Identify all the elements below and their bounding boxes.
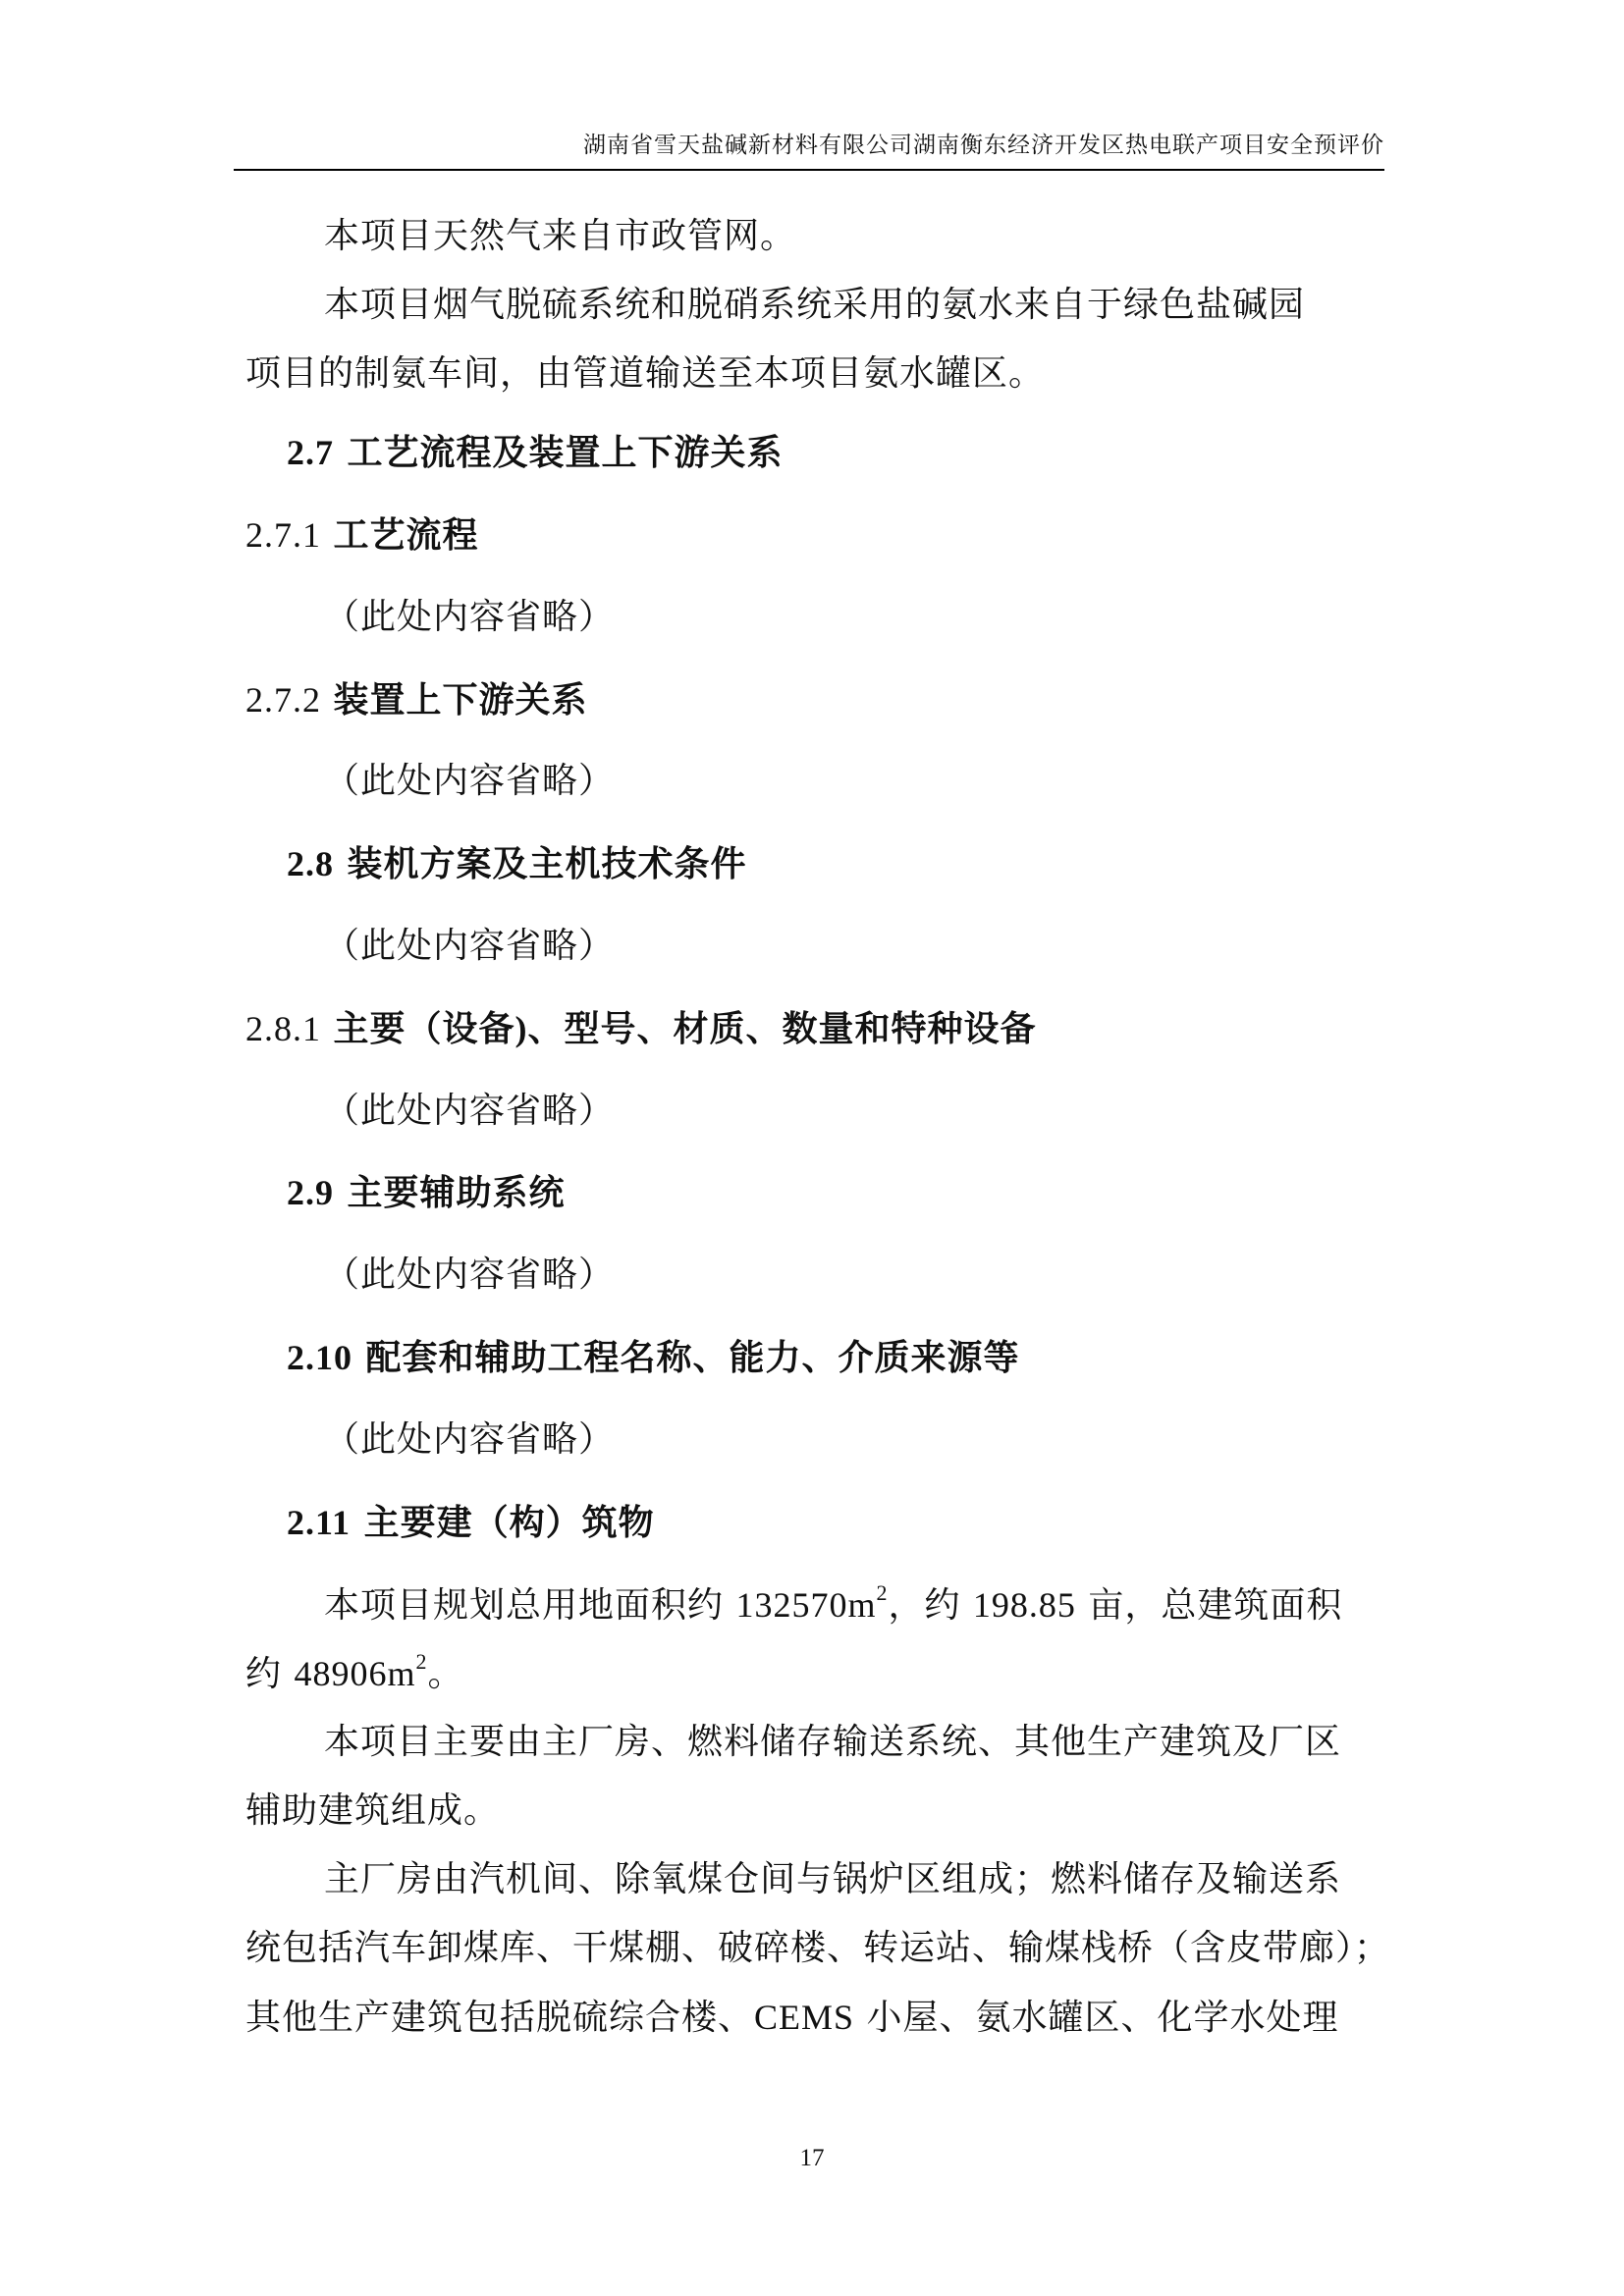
omitted-content-note	[324, 1088, 615, 1135]
paragraph-text: 本项目天然气来自市政管网。	[324, 216, 797, 256]
subsection-title: 装置上下游关系	[333, 679, 588, 721]
superscript: 2	[876, 1580, 889, 1605]
omitted-text: （此处内容省略）	[324, 1091, 616, 1131]
section-title: 主要辅助系统	[347, 1172, 566, 1213]
paragraph-composition-line-2	[245, 1788, 500, 1835]
subsection-heading-2-7-1	[245, 511, 478, 560]
paragraph-natural-gas	[324, 213, 796, 260]
omitted-content-note	[324, 1416, 615, 1464]
cems-label: CEMS	[754, 1998, 855, 2037]
subsection-title: 工艺流程	[333, 514, 479, 556]
section-title: 装机方案及主机技术条件	[347, 843, 747, 884]
paragraph-text: 主厂房由汽机间、除氧煤仓间与锅炉区组成；燃料储存及输送系	[324, 1859, 1342, 1899]
subsection-title-part: )	[514, 1009, 528, 1048]
subsection-heading-2-8-1	[245, 1005, 1036, 1053]
section-title: 主要建（构）筑物	[363, 1502, 655, 1543]
omitted-text: （此处内容省略）	[324, 1419, 616, 1460]
paragraph-land-area-line-2	[245, 1650, 463, 1698]
omitted-text: （此处内容省略）	[324, 1255, 616, 1295]
running-header	[234, 126, 1384, 171]
omitted-content-note	[324, 758, 615, 805]
paragraph-ammonia-line-1	[324, 282, 1305, 329]
section-heading-2-10	[287, 1334, 1020, 1381]
section-number: 2.7	[287, 433, 334, 472]
subsection-number: 2.7.1	[245, 515, 321, 555]
paragraph-text: 约	[245, 1654, 295, 1694]
section-number: 2.8	[287, 844, 334, 883]
section-title: 工艺流程及装置上下游关系	[347, 432, 784, 473]
paragraph-text: 辅助建筑组成。	[245, 1790, 501, 1831]
paragraph-ammonia-line-2	[245, 350, 1045, 398]
paragraph-text: 本项目规划总用地面积约	[324, 1585, 736, 1626]
paragraph-text: 本项目主要由主厂房、燃料储存输送系统、其他生产建筑及厂区	[324, 1722, 1342, 1762]
omitted-content-note	[324, 923, 615, 970]
superscript: 2	[415, 1649, 428, 1674]
paragraph-text: 项目的制氨车间，由管道输送至本项目氨水罐区。	[245, 353, 1046, 394]
building-area-value: 48906m	[294, 1654, 416, 1693]
omitted-content-note	[324, 1252, 615, 1299]
subsection-number: 2.8.1	[245, 1009, 321, 1048]
section-heading-2-9	[287, 1169, 566, 1216]
land-area-mu-value: 198.85	[972, 1585, 1076, 1625]
subsection-heading-2-7-2	[245, 676, 587, 724]
paragraph-text: 本项目烟气脱硫系统和脱硝系统采用的氨水来自于绿色盐碱园	[324, 285, 1306, 325]
paragraph-text: 统包括汽车卸煤库、干煤棚、破碎楼、转运站、输煤栈桥（含皮带廊）；	[245, 1928, 1391, 1968]
subsection-title-part: 、型号、材质、数量和特种设备	[527, 1008, 1037, 1049]
section-heading-2-7	[287, 429, 784, 476]
paragraph-land-area-line-1	[324, 1581, 1342, 1629]
subsection-title	[333, 1008, 1036, 1049]
section-title: 配套和辅助工程名称、能力、介质来源等	[365, 1337, 1020, 1378]
running-header-title: 湖南省雪天盐碱新材料有限公司湖南衡东经济开发区热电联产项目安全预评价	[583, 133, 1384, 158]
omitted-text: （此处内容省略）	[324, 761, 616, 801]
paragraph-main-building-line-2	[245, 1925, 1390, 1972]
section-number: 2.10	[287, 1338, 352, 1377]
subsection-title-part: 主要（设备	[333, 1008, 515, 1049]
omitted-text: （此处内容省略）	[324, 926, 616, 966]
section-number: 2.11	[287, 1503, 352, 1542]
section-heading-2-11	[287, 1499, 655, 1546]
paragraph-text: 小屋、氨水罐区、化学水处理	[854, 1998, 1339, 2038]
page-number-value: 17	[799, 2145, 825, 2171]
section-heading-2-8	[287, 840, 747, 887]
paragraph-text: 其他生产建筑包括脱硫综合楼、	[245, 1998, 755, 2038]
paragraph-text: 亩，总建筑面积	[1075, 1585, 1343, 1626]
omitted-content-note	[324, 594, 615, 641]
page-number	[0, 2144, 1624, 2173]
paragraph-text: ，约	[888, 1585, 973, 1626]
section-number: 2.9	[287, 1173, 334, 1212]
omitted-text: （此处内容省略）	[324, 597, 616, 637]
paragraph-main-building-line-3	[245, 1994, 1339, 2042]
paragraph-text: 。	[427, 1654, 464, 1694]
paragraph-main-building-line-1	[324, 1856, 1341, 1903]
paragraph-composition-line-1	[324, 1719, 1341, 1766]
subsection-number: 2.7.2	[245, 680, 321, 720]
land-area-value: 132570m	[735, 1585, 877, 1625]
